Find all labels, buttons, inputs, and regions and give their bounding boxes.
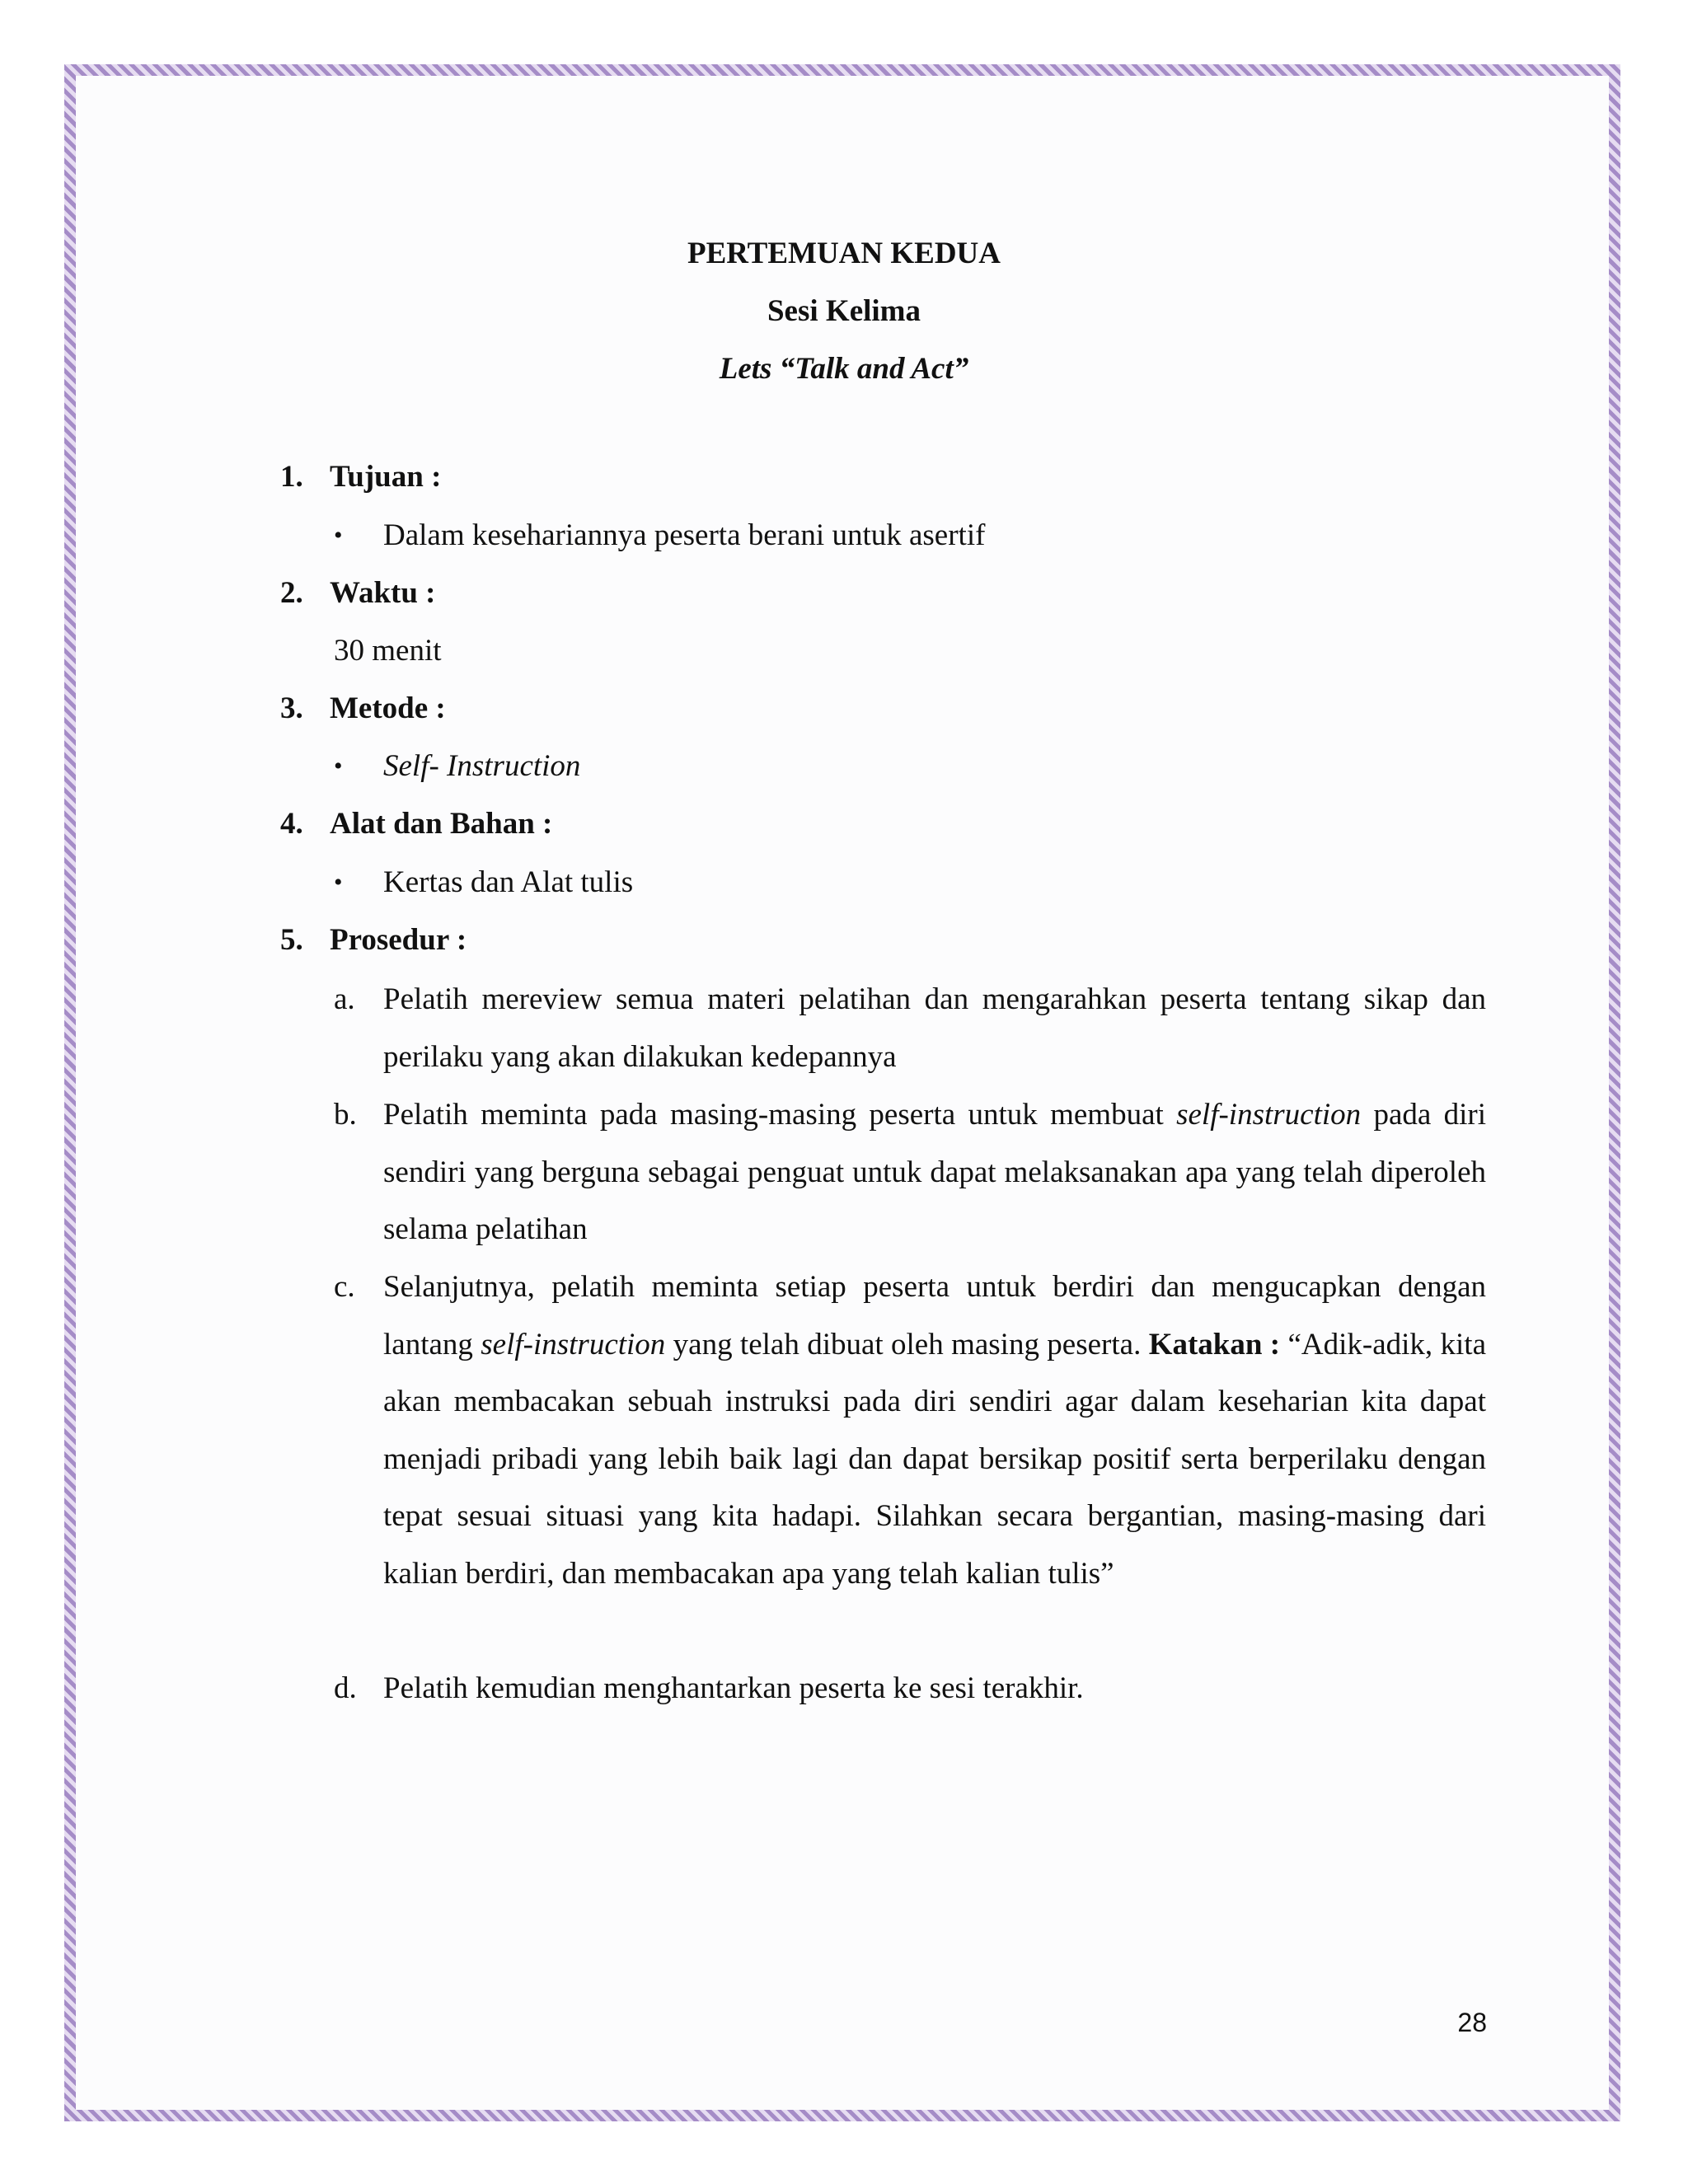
item-letter: b. bbox=[334, 1098, 357, 1132]
section-label: Metode : bbox=[330, 691, 446, 725]
section-label: Tujuan : bbox=[330, 460, 442, 494]
page-number: 28 bbox=[1457, 2008, 1487, 2037]
text-segment: yang telah dibuat oleh masing peserta. bbox=[665, 1327, 1149, 1361]
item-text bbox=[383, 1086, 1486, 1258]
tujuan-text: Dalam kesehariannya peserta berani untuk asertif bbox=[383, 518, 986, 552]
prosedur-item-a bbox=[334, 971, 1486, 1085]
document-title: PERTEMUAN KEDUA bbox=[687, 237, 1001, 270]
section-label: Waktu : bbox=[330, 576, 436, 610]
italic-term: self-instruction bbox=[1176, 1098, 1362, 1132]
text-segment: Selanjutnya, pelatih meminta setiap peserta untuk berdiri dan mengucapkan dengan lantang bbox=[383, 1270, 1486, 1361]
prosedur-item-b bbox=[334, 1086, 1486, 1258]
bullet-icon: • bbox=[334, 869, 343, 896]
text-segment: pada diri sendiri yang berguna sebagai penguat untuk dapat melaksanakan apa yang telah diperoleh selama pelatihan bbox=[383, 1098, 1486, 1246]
session-title: Sesi Kelima bbox=[767, 294, 921, 328]
item-letter: d. bbox=[334, 1671, 357, 1705]
metode-text: Self- Instruction bbox=[383, 749, 581, 783]
section-number: 4. bbox=[280, 807, 303, 841]
italic-term: self-instruction bbox=[481, 1327, 666, 1361]
section-number: 1. bbox=[280, 460, 303, 494]
section-label: Alat dan Bahan : bbox=[330, 807, 553, 841]
section-number: 2. bbox=[280, 576, 303, 610]
section-number: 5. bbox=[280, 923, 303, 957]
alat-text: Kertas dan Alat tulis bbox=[383, 865, 634, 899]
item-text: Pelatih mereview semua materi pelatihan dan mengarahkan peserta tentang sikap dan perilaku yang akan dilakukan kedepannya bbox=[383, 982, 1486, 1074]
quoted-instruction: “Adik-adik, kita akan membacakan sebuah instruksi pada diri sendiri agar dalam keseharian kita dapat menjadi pribadi yang lebih baik lagi dan dapat bersikap positif serta berperilaku dengan tepat sesuai situasi yang kita hadapi. Silahkan secara bergantian, masing-masing dari kalian berdiri, dan membacakan apa yang telah kalian tulis” bbox=[383, 1327, 1487, 1591]
prosedur-item-c bbox=[334, 1258, 1486, 1602]
item-text: Pelatih kemudian menghantarkan peserta ke sesi terakhir. bbox=[383, 1671, 1084, 1705]
item-letter: c. bbox=[334, 1270, 355, 1304]
section-label: Prosedur : bbox=[330, 923, 467, 957]
bullet-icon: • bbox=[334, 522, 343, 549]
item-letter: a. bbox=[334, 982, 355, 1016]
section-number: 3. bbox=[280, 691, 303, 725]
bullet-icon: • bbox=[334, 752, 343, 780]
bold-instruction: Katakan : bbox=[1148, 1327, 1281, 1361]
session-subtitle: Lets “Talk and Act” bbox=[719, 352, 969, 386]
waktu-value: 30 menit bbox=[334, 634, 442, 668]
prosedur-item-d bbox=[334, 1660, 1486, 1718]
text-segment: Pelatih meminta pada masing-masing peserta untuk membuat bbox=[383, 1098, 1177, 1132]
item-text bbox=[383, 1258, 1486, 1602]
